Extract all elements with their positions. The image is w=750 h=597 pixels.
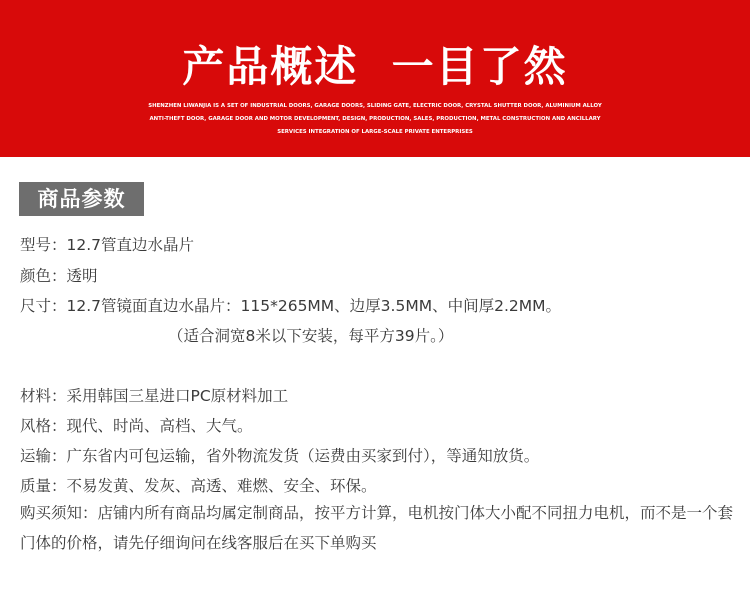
section-label: 商品参数 (19, 182, 144, 216)
spec-shipping: 运输：广东省内可包运输，省外物流发货（运费由买家到付），等通知放货。 (20, 447, 540, 465)
spec-size: 尺寸：12.7管镜面直边水晶片：115*265MM、边厚3.5MM、中间厚2.2MM。 (20, 297, 561, 315)
banner-subtitle: SHENZHEN LIWANJIA IS A SET OF INDUSTRIAL DOORS, GARAGE DOORS, SLIDING GATE, ELECTRIC DOOR, CRYSTAL SHUTTER DOOR, ALUMINIUM ALLOY ANTI-THEFT DOOR, GARAGE DOOR AND MOTOR DEVELOPMENT, DESIGN, PRODUCTION, SALES, PRODUCTION, METAL CONSTRUCTION AND ANCILLARY SERVICES INTEGRATION OF LARGE-SCALE PRIVATE ENTERPRISES (148, 103, 602, 135)
spec-size-note: （适合洞宽8米以下安装，每平方39片。） (168, 327, 454, 345)
banner-title: 产品概述 一目了然 (182, 42, 568, 91)
spec-quality: 质量：不易发黄、发灰、高透、难燃、安全、环保。 (20, 477, 377, 495)
header-banner (0, 0, 750, 157)
spec-model: 型号：12.7管直边水晶片 (20, 236, 195, 254)
spec-purchase-notice: 购买须知：店铺内所有商品均属定制商品，按平方计算，电机按门体大小配不同扭力电机，而不是一个套门体的价格，请先仔细询问在线客服后在买下单购买 (20, 504, 734, 552)
spec-color: 颜色：透明 (20, 267, 98, 285)
spec-material: 材料：采用韩国三星进口PC原材料加工 (20, 387, 289, 405)
spec-style: 风格：现代、时尚、高档、大气。 (20, 417, 253, 435)
